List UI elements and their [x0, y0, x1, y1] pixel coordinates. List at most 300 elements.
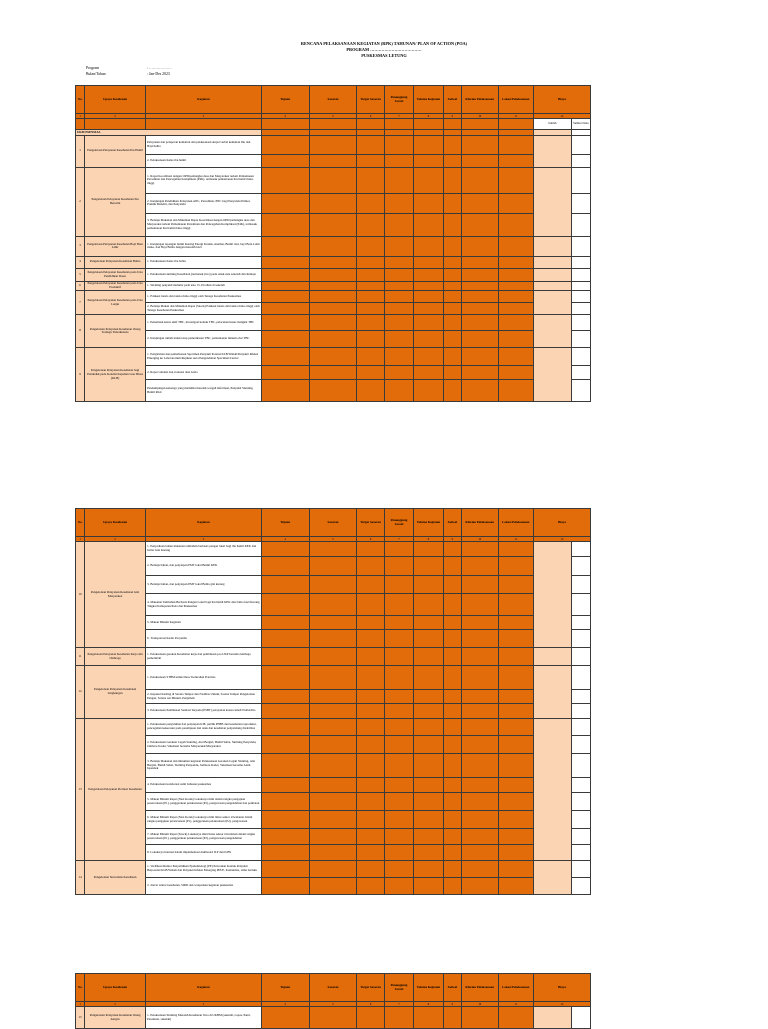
data-cell[interactable] — [414, 193, 443, 213]
data-cell[interactable] — [443, 281, 461, 291]
data-cell[interactable] — [309, 236, 357, 256]
data-cell[interactable] — [384, 736, 413, 754]
data-cell[interactable] — [261, 630, 309, 648]
data-cell[interactable] — [261, 268, 309, 281]
data-cell[interactable] — [443, 268, 461, 281]
data-cell[interactable] — [261, 1007, 309, 1029]
data-cell[interactable] — [414, 793, 443, 811]
data-cell[interactable] — [384, 348, 413, 366]
data-cell[interactable] — [461, 690, 498, 704]
data-cell[interactable] — [461, 213, 498, 236]
data-cell[interactable] — [261, 793, 309, 811]
data-cell[interactable] — [261, 616, 309, 630]
data-cell[interactable] — [309, 542, 357, 557]
sumber-dana-cell[interactable] — [571, 594, 590, 616]
data-cell[interactable] — [384, 594, 413, 616]
data-cell[interactable] — [461, 193, 498, 213]
sumber-dana-cell[interactable] — [571, 256, 590, 268]
data-cell[interactable] — [414, 648, 443, 666]
data-cell[interactable] — [443, 719, 461, 736]
data-cell[interactable] — [261, 348, 309, 366]
data-cell[interactable] — [384, 236, 413, 256]
data-cell[interactable] — [384, 281, 413, 291]
data-cell[interactable] — [309, 291, 357, 303]
data-cell[interactable] — [309, 594, 357, 616]
data-cell[interactable] — [498, 557, 534, 576]
data-cell[interactable] — [414, 135, 443, 154]
sumber-dana-cell[interactable] — [571, 193, 590, 213]
data-cell[interactable] — [443, 630, 461, 648]
data-cell[interactable] — [461, 666, 498, 690]
sumber-dana-cell[interactable] — [571, 878, 590, 895]
data-cell[interactable] — [443, 878, 461, 895]
data-cell[interactable] — [461, 616, 498, 630]
data-cell[interactable] — [357, 829, 384, 845]
data-cell[interactable] — [357, 281, 384, 291]
data-cell[interactable] — [384, 167, 413, 193]
data-cell[interactable] — [443, 366, 461, 380]
sumber-dana-cell[interactable] — [571, 213, 590, 236]
data-cell[interactable] — [414, 154, 443, 167]
data-cell[interactable] — [414, 754, 443, 778]
data-cell[interactable] — [357, 167, 384, 193]
sumber-dana-cell[interactable] — [571, 793, 590, 811]
data-cell[interactable] — [309, 861, 357, 878]
data-cell[interactable] — [309, 666, 357, 690]
data-cell[interactable] — [498, 666, 534, 690]
data-cell[interactable] — [384, 331, 413, 348]
data-cell[interactable] — [414, 811, 443, 829]
data-cell[interactable] — [261, 236, 309, 256]
data-cell[interactable] — [384, 861, 413, 878]
data-cell[interactable] — [261, 256, 309, 268]
data-cell[interactable] — [461, 315, 498, 331]
data-cell[interactable] — [261, 829, 309, 845]
data-cell[interactable] — [357, 154, 384, 167]
data-cell[interactable] — [414, 331, 443, 348]
data-cell[interactable] — [443, 135, 461, 154]
data-cell[interactable] — [357, 648, 384, 666]
biaya-jumlah-cell[interactable] — [534, 719, 572, 861]
data-cell[interactable] — [357, 811, 384, 829]
biaya-jumlah-cell[interactable] — [534, 315, 572, 348]
data-cell[interactable] — [414, 878, 443, 895]
data-cell[interactable] — [357, 557, 384, 576]
data-cell[interactable] — [414, 576, 443, 594]
data-cell[interactable] — [309, 213, 357, 236]
data-cell[interactable] — [384, 630, 413, 648]
sumber-dana-cell[interactable] — [571, 666, 590, 690]
data-cell[interactable] — [261, 878, 309, 895]
data-cell[interactable] — [498, 1007, 534, 1029]
data-cell[interactable] — [309, 281, 357, 291]
data-cell[interactable] — [414, 690, 443, 704]
sumber-dana-cell[interactable] — [571, 167, 590, 193]
data-cell[interactable] — [443, 331, 461, 348]
data-cell[interactable] — [309, 167, 357, 193]
sumber-dana-cell[interactable] — [571, 576, 590, 594]
data-cell[interactable] — [461, 878, 498, 895]
data-cell[interactable] — [309, 1007, 357, 1029]
sumber-dana-cell[interactable] — [571, 348, 590, 366]
data-cell[interactable] — [461, 1007, 498, 1029]
data-cell[interactable] — [261, 380, 309, 402]
data-cell[interactable] — [414, 303, 443, 315]
data-cell[interactable] — [309, 845, 357, 861]
data-cell[interactable] — [414, 666, 443, 690]
data-cell[interactable] — [498, 754, 534, 778]
data-cell[interactable] — [384, 268, 413, 281]
data-cell[interactable] — [309, 616, 357, 630]
data-cell[interactable] — [443, 557, 461, 576]
data-cell[interactable] — [384, 135, 413, 154]
data-cell[interactable] — [443, 1007, 461, 1029]
sumber-dana-cell[interactable] — [571, 754, 590, 778]
biaya-jumlah-cell[interactable] — [534, 348, 572, 402]
data-cell[interactable] — [461, 736, 498, 754]
data-cell[interactable] — [443, 778, 461, 793]
sumber-dana-cell[interactable] — [571, 281, 590, 291]
data-cell[interactable] — [384, 666, 413, 690]
data-cell[interactable] — [443, 666, 461, 690]
data-cell[interactable] — [357, 736, 384, 754]
data-cell[interactable] — [357, 616, 384, 630]
data-cell[interactable] — [261, 366, 309, 380]
data-cell[interactable] — [461, 256, 498, 268]
data-cell[interactable] — [498, 366, 534, 380]
sumber-dana-cell[interactable] — [571, 811, 590, 829]
data-cell[interactable] — [384, 315, 413, 331]
sumber-dana-cell[interactable] — [571, 315, 590, 331]
biaya-jumlah-cell[interactable] — [534, 167, 572, 236]
data-cell[interactable] — [414, 829, 443, 845]
data-cell[interactable] — [498, 793, 534, 811]
data-cell[interactable] — [261, 666, 309, 690]
data-cell[interactable] — [357, 256, 384, 268]
data-cell[interactable] — [443, 291, 461, 303]
data-cell[interactable] — [261, 331, 309, 348]
sumber-dana-cell[interactable] — [571, 829, 590, 845]
data-cell[interactable] — [443, 861, 461, 878]
data-cell[interactable] — [309, 719, 357, 736]
data-cell[interactable] — [498, 303, 534, 315]
data-cell[interactable] — [443, 154, 461, 167]
data-cell[interactable] — [461, 861, 498, 878]
data-cell[interactable] — [384, 754, 413, 778]
biaya-jumlah-cell[interactable] — [534, 236, 572, 256]
data-cell[interactable] — [261, 754, 309, 778]
data-cell[interactable] — [443, 811, 461, 829]
data-cell[interactable] — [384, 193, 413, 213]
data-cell[interactable] — [498, 576, 534, 594]
data-cell[interactable] — [414, 348, 443, 366]
data-cell[interactable] — [461, 348, 498, 366]
sumber-dana-cell[interactable] — [571, 303, 590, 315]
data-cell[interactable] — [357, 542, 384, 557]
data-cell[interactable] — [384, 878, 413, 895]
data-cell[interactable] — [414, 630, 443, 648]
data-cell[interactable] — [261, 281, 309, 291]
data-cell[interactable] — [384, 793, 413, 811]
data-cell[interactable] — [498, 331, 534, 348]
sumber-dana-cell[interactable] — [571, 704, 590, 719]
data-cell[interactable] — [498, 348, 534, 366]
data-cell[interactable] — [498, 878, 534, 895]
data-cell[interactable] — [443, 594, 461, 616]
sumber-dana-cell[interactable] — [571, 719, 590, 736]
data-cell[interactable] — [498, 268, 534, 281]
data-cell[interactable] — [261, 213, 309, 236]
data-cell[interactable] — [414, 845, 443, 861]
data-cell[interactable] — [461, 291, 498, 303]
data-cell[interactable] — [384, 690, 413, 704]
data-cell[interactable] — [443, 167, 461, 193]
data-cell[interactable] — [414, 291, 443, 303]
data-cell[interactable] — [384, 256, 413, 268]
data-cell[interactable] — [357, 666, 384, 690]
data-cell[interactable] — [357, 594, 384, 616]
data-cell[interactable] — [414, 861, 443, 878]
data-cell[interactable] — [309, 557, 357, 576]
data-cell[interactable] — [384, 303, 413, 315]
data-cell[interactable] — [461, 236, 498, 256]
data-cell[interactable] — [443, 704, 461, 719]
data-cell[interactable] — [461, 303, 498, 315]
data-cell[interactable] — [443, 829, 461, 845]
data-cell[interactable] — [261, 778, 309, 793]
data-cell[interactable] — [261, 167, 309, 193]
data-cell[interactable] — [357, 719, 384, 736]
data-cell[interactable] — [443, 380, 461, 402]
data-cell[interactable] — [384, 1007, 413, 1029]
data-cell[interactable] — [309, 315, 357, 331]
data-cell[interactable] — [357, 878, 384, 895]
sumber-dana-cell[interactable] — [571, 557, 590, 576]
sumber-dana-cell[interactable] — [571, 616, 590, 630]
data-cell[interactable] — [443, 736, 461, 754]
data-cell[interactable] — [498, 542, 534, 557]
sumber-dana-cell[interactable] — [571, 736, 590, 754]
data-cell[interactable] — [498, 616, 534, 630]
data-cell[interactable] — [443, 213, 461, 236]
biaya-jumlah-cell[interactable] — [534, 135, 572, 167]
data-cell[interactable] — [461, 542, 498, 557]
data-cell[interactable] — [384, 213, 413, 236]
data-cell[interactable] — [461, 845, 498, 861]
sumber-dana-cell[interactable] — [571, 236, 590, 256]
data-cell[interactable] — [443, 315, 461, 331]
data-cell[interactable] — [414, 719, 443, 736]
data-cell[interactable] — [498, 778, 534, 793]
data-cell[interactable] — [261, 736, 309, 754]
data-cell[interactable] — [357, 576, 384, 594]
data-cell[interactable] — [309, 348, 357, 366]
data-cell[interactable] — [357, 861, 384, 878]
data-cell[interactable] — [261, 154, 309, 167]
data-cell[interactable] — [443, 616, 461, 630]
data-cell[interactable] — [443, 236, 461, 256]
data-cell[interactable] — [414, 616, 443, 630]
data-cell[interactable] — [461, 648, 498, 666]
data-cell[interactable] — [461, 594, 498, 616]
data-cell[interactable] — [309, 135, 357, 154]
data-cell[interactable] — [443, 690, 461, 704]
data-cell[interactable] — [498, 829, 534, 845]
sumber-dana-cell[interactable] — [571, 648, 590, 666]
data-cell[interactable] — [498, 167, 534, 193]
sumber-dana-cell[interactable] — [571, 690, 590, 704]
biaya-jumlah-cell[interactable] — [534, 542, 572, 648]
data-cell[interactable] — [461, 719, 498, 736]
data-cell[interactable] — [261, 845, 309, 861]
biaya-jumlah-cell[interactable] — [534, 268, 572, 281]
sumber-dana-cell[interactable] — [571, 630, 590, 648]
data-cell[interactable] — [357, 331, 384, 348]
data-cell[interactable] — [443, 845, 461, 861]
data-cell[interactable] — [414, 557, 443, 576]
data-cell[interactable] — [498, 380, 534, 402]
data-cell[interactable] — [461, 793, 498, 811]
sumber-dana-cell[interactable] — [571, 154, 590, 167]
data-cell[interactable] — [414, 281, 443, 291]
data-cell[interactable] — [443, 193, 461, 213]
data-cell[interactable] — [357, 778, 384, 793]
data-cell[interactable] — [414, 778, 443, 793]
data-cell[interactable] — [498, 690, 534, 704]
biaya-jumlah-cell[interactable] — [534, 648, 572, 666]
data-cell[interactable] — [461, 281, 498, 291]
data-cell[interactable] — [357, 630, 384, 648]
data-cell[interactable] — [261, 135, 309, 154]
data-cell[interactable] — [414, 315, 443, 331]
data-cell[interactable] — [309, 793, 357, 811]
data-cell[interactable] — [384, 648, 413, 666]
data-cell[interactable] — [261, 291, 309, 303]
data-cell[interactable] — [443, 648, 461, 666]
data-cell[interactable] — [309, 630, 357, 648]
sumber-dana-cell[interactable] — [571, 135, 590, 154]
data-cell[interactable] — [498, 135, 534, 154]
data-cell[interactable] — [261, 690, 309, 704]
data-cell[interactable] — [261, 719, 309, 736]
data-cell[interactable] — [443, 348, 461, 366]
data-cell[interactable] — [461, 366, 498, 380]
data-cell[interactable] — [498, 236, 534, 256]
data-cell[interactable] — [443, 542, 461, 557]
data-cell[interactable] — [443, 303, 461, 315]
data-cell[interactable] — [384, 719, 413, 736]
data-cell[interactable] — [461, 135, 498, 154]
data-cell[interactable] — [384, 704, 413, 719]
data-cell[interactable] — [414, 236, 443, 256]
data-cell[interactable] — [309, 576, 357, 594]
data-cell[interactable] — [498, 845, 534, 861]
data-cell[interactable] — [384, 778, 413, 793]
data-cell[interactable] — [261, 315, 309, 331]
data-cell[interactable] — [261, 557, 309, 576]
biaya-jumlah-cell[interactable] — [534, 281, 572, 291]
data-cell[interactable] — [498, 193, 534, 213]
data-cell[interactable] — [357, 380, 384, 402]
biaya-jumlah-cell[interactable] — [534, 256, 572, 268]
data-cell[interactable] — [357, 690, 384, 704]
data-cell[interactable] — [261, 576, 309, 594]
data-cell[interactable] — [414, 542, 443, 557]
data-cell[interactable] — [309, 154, 357, 167]
data-cell[interactable] — [414, 167, 443, 193]
data-cell[interactable] — [498, 736, 534, 754]
data-cell[interactable] — [414, 1007, 443, 1029]
data-cell[interactable] — [309, 366, 357, 380]
sumber-dana-cell[interactable] — [571, 331, 590, 348]
data-cell[interactable] — [498, 719, 534, 736]
data-cell[interactable] — [414, 380, 443, 402]
data-cell[interactable] — [461, 778, 498, 793]
data-cell[interactable] — [384, 366, 413, 380]
data-cell[interactable] — [309, 690, 357, 704]
data-cell[interactable] — [414, 256, 443, 268]
biaya-jumlah-cell[interactable] — [534, 1007, 572, 1029]
data-cell[interactable] — [414, 366, 443, 380]
data-cell[interactable] — [357, 1007, 384, 1029]
data-cell[interactable] — [498, 648, 534, 666]
data-cell[interactable] — [461, 829, 498, 845]
data-cell[interactable] — [498, 291, 534, 303]
data-cell[interactable] — [384, 557, 413, 576]
biaya-jumlah-cell[interactable] — [534, 291, 572, 315]
data-cell[interactable] — [384, 811, 413, 829]
data-cell[interactable] — [261, 861, 309, 878]
sumber-dana-cell[interactable] — [571, 291, 590, 303]
data-cell[interactable] — [461, 811, 498, 829]
data-cell[interactable] — [461, 630, 498, 648]
data-cell[interactable] — [357, 291, 384, 303]
data-cell[interactable] — [309, 193, 357, 213]
data-cell[interactable] — [357, 213, 384, 236]
sumber-dana-cell[interactable] — [571, 366, 590, 380]
data-cell[interactable] — [357, 845, 384, 861]
data-cell[interactable] — [357, 315, 384, 331]
data-cell[interactable] — [461, 557, 498, 576]
data-cell[interactable] — [461, 331, 498, 348]
data-cell[interactable] — [461, 576, 498, 594]
data-cell[interactable] — [414, 268, 443, 281]
sumber-dana-cell[interactable] — [571, 380, 590, 402]
sumber-dana-cell[interactable] — [571, 268, 590, 281]
data-cell[interactable] — [384, 616, 413, 630]
data-cell[interactable] — [309, 380, 357, 402]
data-cell[interactable] — [443, 754, 461, 778]
data-cell[interactable] — [414, 704, 443, 719]
data-cell[interactable] — [261, 594, 309, 616]
data-cell[interactable] — [309, 331, 357, 348]
data-cell[interactable] — [384, 576, 413, 594]
data-cell[interactable] — [443, 576, 461, 594]
data-cell[interactable] — [357, 704, 384, 719]
data-cell[interactable] — [498, 861, 534, 878]
data-cell[interactable] — [461, 754, 498, 778]
data-cell[interactable] — [461, 154, 498, 167]
data-cell[interactable] — [309, 754, 357, 778]
data-cell[interactable] — [461, 380, 498, 402]
data-cell[interactable] — [414, 736, 443, 754]
sumber-dana-cell[interactable] — [571, 778, 590, 793]
data-cell[interactable] — [498, 630, 534, 648]
data-cell[interactable] — [261, 542, 309, 557]
data-cell[interactable] — [498, 281, 534, 291]
data-cell[interactable] — [498, 594, 534, 616]
data-cell[interactable] — [384, 845, 413, 861]
